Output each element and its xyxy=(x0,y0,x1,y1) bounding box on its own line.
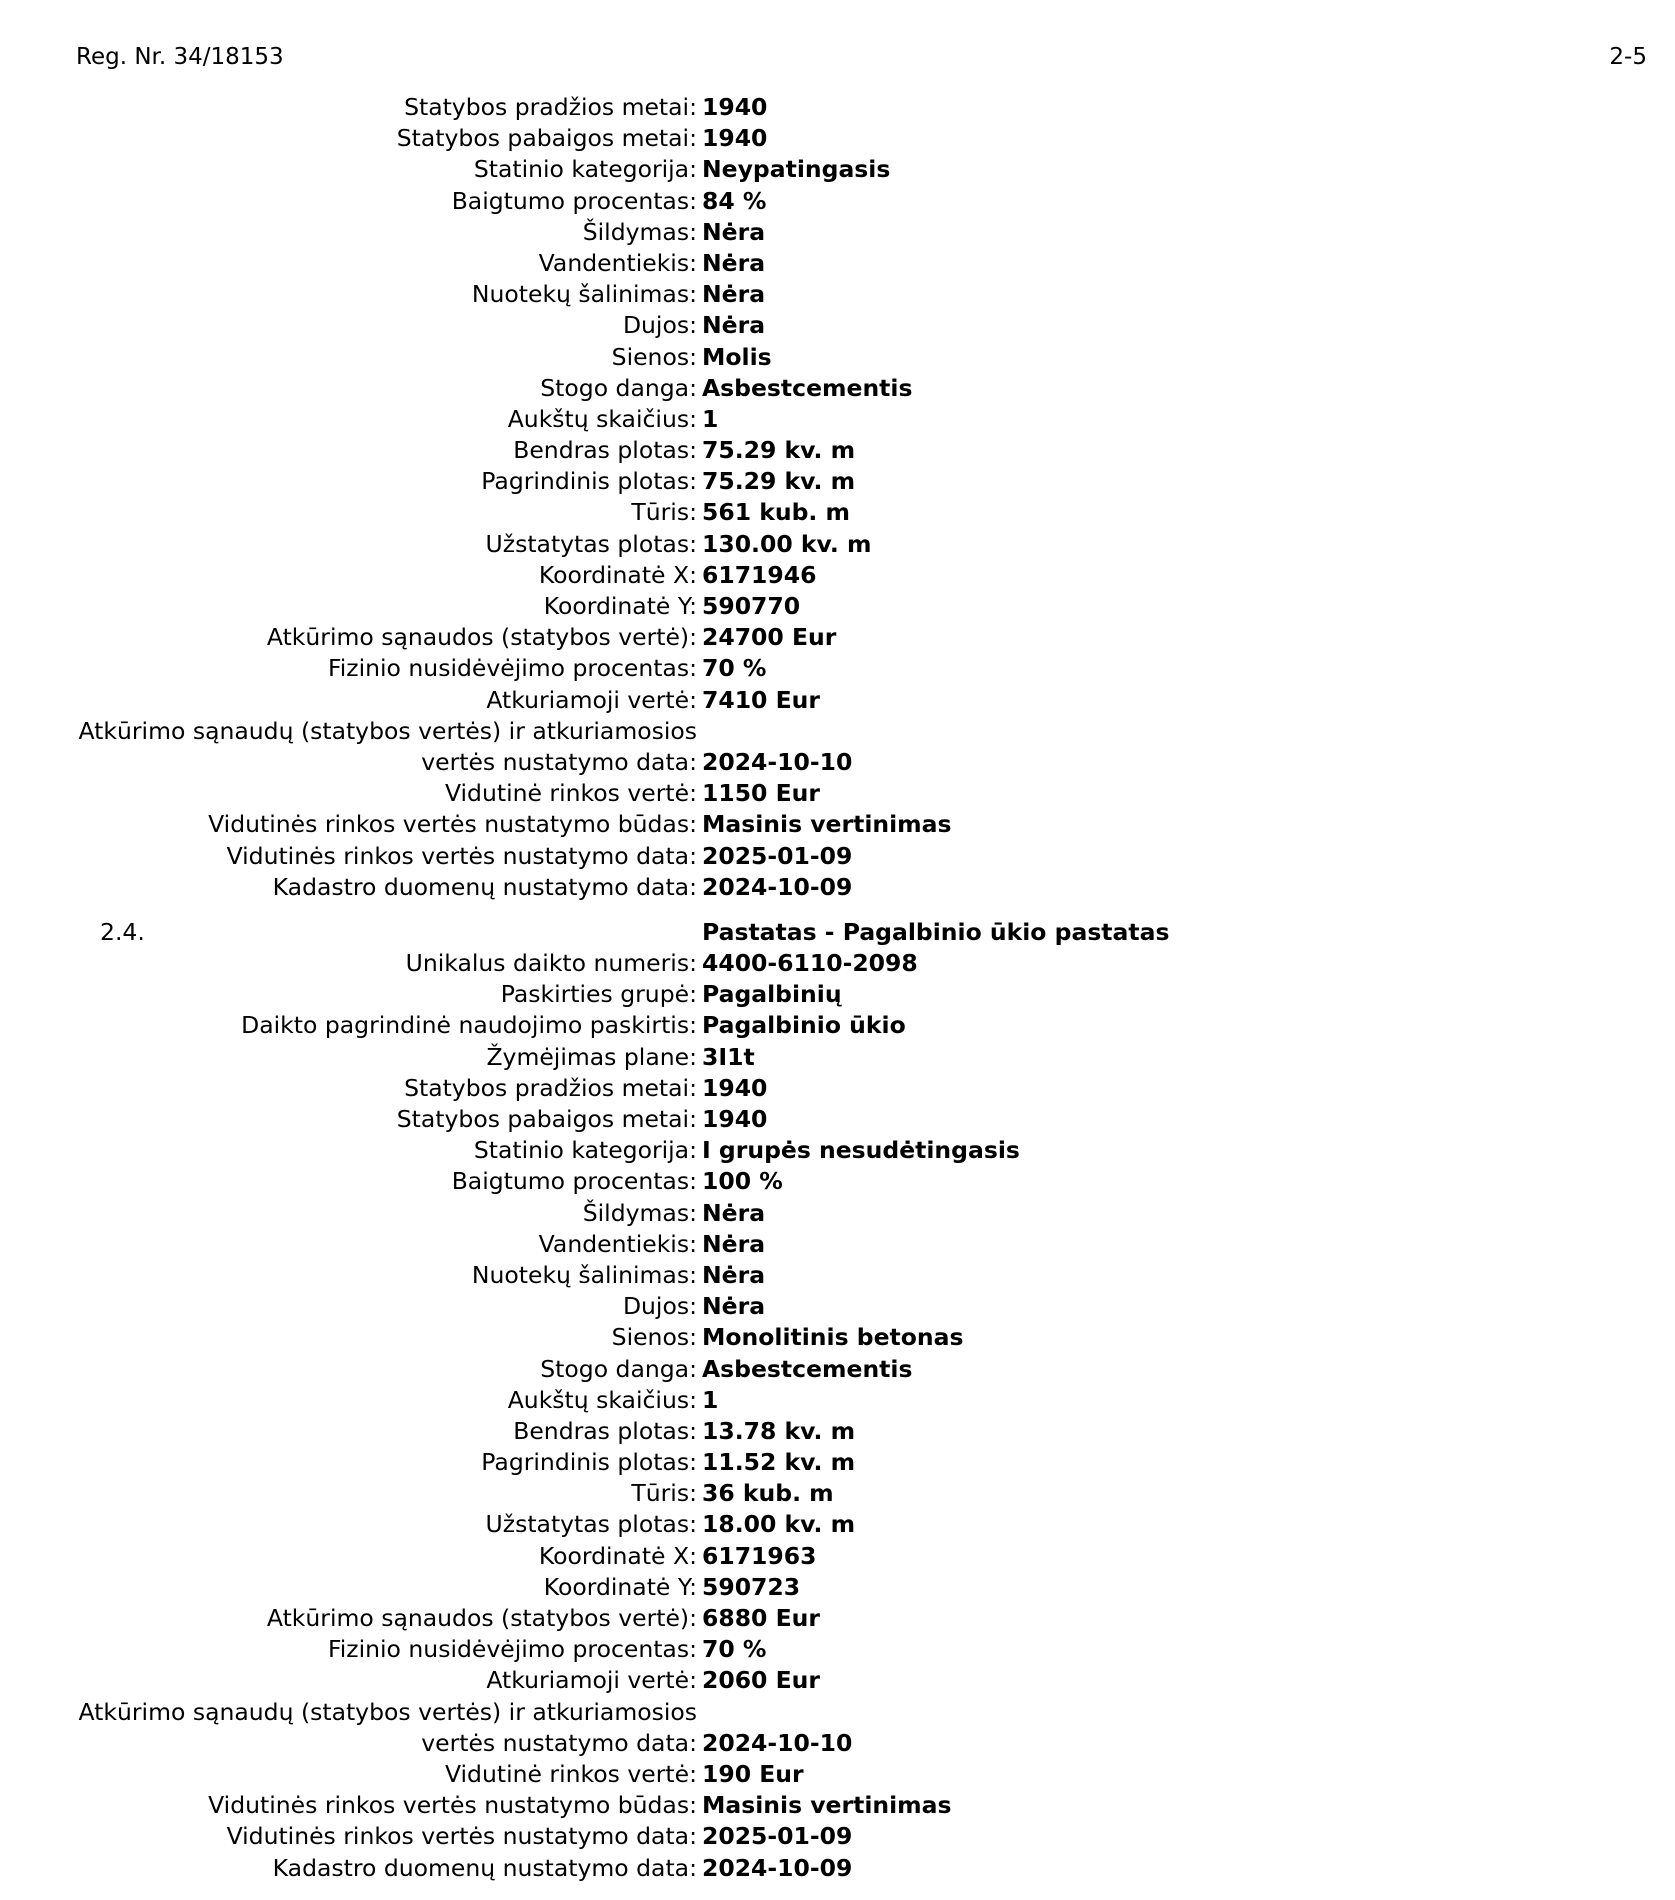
field-label: Bendras plotas: xyxy=(513,1416,697,1445)
field-label: Statybos pradžios metai: xyxy=(404,1073,697,1102)
field-row xyxy=(0,123,1675,154)
field-value: Masinis vertinimas xyxy=(702,810,952,839)
field-value: Nėra xyxy=(702,1260,766,1289)
field-value: Pagalbinių xyxy=(702,980,842,1009)
field-value: 6171963 xyxy=(702,1541,817,1570)
field-row xyxy=(0,1042,1675,1073)
field-label: Žymėjimas plane: xyxy=(486,1042,697,1071)
property-block-2-4 xyxy=(0,948,1675,1884)
field-label: Kadastro duomenų nustatymo data: xyxy=(272,1853,697,1882)
field-value: Pagalbinio ūkio xyxy=(702,1011,906,1040)
field-label: Fizinio nusidėvėjimo procentas: xyxy=(327,1635,697,1664)
field-value: 70 % xyxy=(702,654,767,683)
field-label: Vidutinė rinkos vertė: xyxy=(444,1759,697,1788)
field-value: 1940 xyxy=(702,1073,768,1102)
field-row xyxy=(0,1697,1675,1728)
field-value: 4400-6110-2098 xyxy=(702,949,918,978)
field-row xyxy=(0,716,1675,747)
field-label: Fizinio nusidėvėjimo procentas: xyxy=(327,654,697,683)
field-row xyxy=(0,841,1675,872)
field-value: 2024-10-09 xyxy=(702,1853,853,1882)
field-row xyxy=(0,1665,1675,1696)
field-label: Stogo danga: xyxy=(540,373,697,402)
field-row xyxy=(0,1416,1675,1447)
field-value: 1 xyxy=(702,404,719,433)
field-row xyxy=(0,1322,1675,1353)
field-value: 1940 xyxy=(702,93,768,121)
field-value: 2024-10-10 xyxy=(702,747,853,776)
field-value: 13.78 kv. m xyxy=(702,1416,856,1445)
field-label: Nuotekų šalinimas: xyxy=(471,280,697,309)
field-value: Nėra xyxy=(702,217,766,246)
field-value: Asbestcementis xyxy=(702,1354,913,1383)
field-label: Vidutinės rinkos vertės nustatymo būdas: xyxy=(208,1791,697,1820)
property-block-previous xyxy=(0,92,1675,903)
field-label: Užstatytas plotas: xyxy=(485,529,697,558)
field-value: I grupės nesudėtingasis xyxy=(702,1136,1020,1165)
registration-number: Reg. Nr. 34/18153 xyxy=(76,44,284,70)
field-row xyxy=(0,1291,1675,1322)
field-value: 100 % xyxy=(702,1167,783,1196)
field-value: 1 xyxy=(702,1385,719,1414)
field-label: Vidutinės rinkos vertės nustatymo data: xyxy=(226,841,697,870)
field-row xyxy=(0,1260,1675,1291)
field-row xyxy=(0,248,1675,279)
field-row xyxy=(0,373,1675,404)
field-value: 590723 xyxy=(702,1572,801,1601)
field-row xyxy=(0,310,1675,341)
field-row xyxy=(0,1821,1675,1852)
field-value: 190 Eur xyxy=(702,1759,804,1788)
field-row xyxy=(0,1728,1675,1759)
field-value: 2025-01-09 xyxy=(702,841,853,870)
field-value: Nėra xyxy=(702,311,766,340)
field-label: Tūris: xyxy=(631,498,697,527)
field-row xyxy=(0,747,1675,778)
field-label: Dujos: xyxy=(622,1292,697,1321)
field-value: 2060 Eur xyxy=(702,1666,820,1695)
field-row xyxy=(0,948,1675,979)
field-row xyxy=(0,1759,1675,1790)
section-heading xyxy=(0,917,1675,948)
field-value: 6171946 xyxy=(702,560,817,589)
field-row xyxy=(0,1229,1675,1260)
field-label: vertės nustatymo data: xyxy=(421,747,697,776)
field-label: Atkūrimo sąnaudos (statybos vertė): xyxy=(266,623,697,652)
field-label: Statybos pabaigos metai: xyxy=(396,1105,697,1133)
field-value: Nėra xyxy=(702,280,766,309)
field-row xyxy=(0,809,1675,840)
field-label: Atkuriamoji vertė: xyxy=(486,1666,697,1695)
field-row xyxy=(0,1634,1675,1665)
field-row xyxy=(0,622,1675,653)
field-value: 36 kub. m xyxy=(702,1479,834,1508)
field-label: Vidutinė rinkos vertė: xyxy=(444,779,697,808)
field-value: 7410 Eur xyxy=(702,685,820,714)
field-row xyxy=(0,404,1675,435)
field-label: Vandentiekis: xyxy=(538,1229,697,1258)
field-value: 75.29 kv. m xyxy=(702,467,856,496)
field-value: 24700 Eur xyxy=(702,623,837,652)
field-value: 130.00 kv. m xyxy=(702,529,872,558)
field-row xyxy=(0,778,1675,809)
section-number: 2.4. xyxy=(100,917,145,946)
field-label: Vidutinės rinkos vertės nustatymo būdas: xyxy=(208,810,697,839)
field-value: 561 kub. m xyxy=(702,498,851,527)
field-label: Nuotekų šalinimas: xyxy=(471,1260,697,1289)
page-number: 2-5 xyxy=(1609,44,1647,70)
field-label: Pagrindinis plotas: xyxy=(481,467,697,496)
field-label: Statinio kategorija: xyxy=(473,155,697,184)
field-label: Šildymas: xyxy=(582,1198,697,1227)
field-row xyxy=(0,186,1675,217)
field-row xyxy=(0,1572,1675,1603)
field-row xyxy=(0,342,1675,373)
field-row xyxy=(0,1104,1675,1135)
field-value: 2024-10-10 xyxy=(702,1728,853,1757)
field-label: Vidutinės rinkos vertės nustatymo data: xyxy=(226,1822,697,1851)
field-row xyxy=(0,217,1675,248)
field-row xyxy=(0,497,1675,528)
field-row xyxy=(0,1853,1675,1884)
field-value: Molis xyxy=(702,342,772,371)
field-row xyxy=(0,1354,1675,1385)
field-row xyxy=(0,1478,1675,1509)
field-value: Masinis vertinimas xyxy=(702,1791,952,1820)
field-row xyxy=(0,872,1675,903)
field-label: Daikto pagrindinė naudojimo paskirtis: xyxy=(241,1011,697,1040)
field-label: Aukštų skaičius: xyxy=(507,1385,697,1414)
field-label: vertės nustatymo data: xyxy=(421,1728,697,1757)
field-value: 2024-10-09 xyxy=(702,872,853,901)
field-label: Koordinatė Y: xyxy=(543,592,697,620)
field-label: Baigtumo procentas: xyxy=(451,186,697,215)
field-row xyxy=(0,1073,1675,1104)
field-row xyxy=(0,1198,1675,1229)
field-row xyxy=(0,979,1675,1010)
field-value: Monolitinis betonas xyxy=(702,1323,964,1352)
field-label: Dujos: xyxy=(622,311,697,340)
field-value: Nėra xyxy=(702,1229,766,1258)
field-label: Sienos: xyxy=(611,1323,697,1352)
field-row xyxy=(0,1790,1675,1821)
field-row xyxy=(0,1135,1675,1166)
field-label: Sienos: xyxy=(611,342,697,371)
field-row xyxy=(0,529,1675,560)
field-row xyxy=(0,560,1675,591)
field-row xyxy=(0,279,1675,310)
field-value: 1940 xyxy=(702,1105,768,1133)
field-value: Nėra xyxy=(702,248,766,277)
field-value: 590770 xyxy=(702,592,801,620)
field-value: Nėra xyxy=(702,1292,766,1321)
field-row xyxy=(0,1603,1675,1634)
field-value: Neypatingasis xyxy=(702,155,891,184)
field-row xyxy=(0,1166,1675,1197)
field-value: 1150 Eur xyxy=(702,779,820,808)
field-value: 84 % xyxy=(702,186,767,215)
field-row xyxy=(0,653,1675,684)
field-row xyxy=(0,1010,1675,1041)
field-value: Nėra xyxy=(702,1198,766,1227)
field-value: 2025-01-09 xyxy=(702,1822,853,1851)
field-row xyxy=(0,1385,1675,1416)
field-value: 6880 Eur xyxy=(702,1604,820,1632)
field-value: 11.52 kv. m xyxy=(702,1448,856,1477)
field-row xyxy=(0,435,1675,466)
field-label: Statybos pabaigos metai: xyxy=(396,124,697,153)
field-label: Šildymas: xyxy=(582,217,697,246)
field-label: Koordinatė X: xyxy=(538,1541,697,1570)
field-value: 1940 xyxy=(702,124,768,153)
field-label: Unikalus daikto numeris: xyxy=(405,949,697,978)
field-label: Atkuriamoji vertė: xyxy=(486,685,697,714)
field-label: Statybos pradžios metai: xyxy=(404,93,697,121)
field-label: Atkūrimo sąnaudų (statybos vertės) ir atkuriamosios xyxy=(78,716,697,745)
field-row xyxy=(0,466,1675,497)
field-label: Bendras plotas: xyxy=(513,436,697,465)
field-value: 70 % xyxy=(702,1635,767,1664)
field-row xyxy=(0,1447,1675,1478)
field-label: Paskirties grupė: xyxy=(500,980,697,1009)
field-label: Tūris: xyxy=(631,1479,697,1508)
field-label: Baigtumo procentas: xyxy=(451,1167,697,1196)
field-label: Vandentiekis: xyxy=(538,248,697,277)
field-value: 18.00 kv. m xyxy=(702,1510,856,1539)
field-row xyxy=(0,591,1675,622)
document-body xyxy=(0,92,1675,1884)
field-row xyxy=(0,92,1675,123)
field-row xyxy=(0,154,1675,185)
field-label: Pagrindinis plotas: xyxy=(481,1448,697,1477)
section-gap xyxy=(0,903,1675,917)
field-label: Stogo danga: xyxy=(540,1354,697,1383)
field-row xyxy=(0,685,1675,716)
field-label: Kadastro duomenų nustatymo data: xyxy=(272,872,697,901)
field-label: Koordinatė X: xyxy=(538,560,697,589)
field-label: Užstatytas plotas: xyxy=(485,1510,697,1539)
field-label: Atkūrimo sąnaudų (statybos vertės) ir atkuriamosios xyxy=(78,1697,697,1726)
field-value: Asbestcementis xyxy=(702,373,913,402)
field-label: Atkūrimo sąnaudos (statybos vertė): xyxy=(266,1604,697,1632)
field-label: Statinio kategorija: xyxy=(473,1136,697,1165)
field-label: Aukštų skaičius: xyxy=(507,404,697,433)
section-title: Pastatas - Pagalbinio ūkio pastatas xyxy=(702,917,1170,946)
field-label: Koordinatė Y: xyxy=(543,1572,697,1601)
field-value: 75.29 kv. m xyxy=(702,436,856,465)
page-header xyxy=(76,44,1647,76)
field-row xyxy=(0,1509,1675,1540)
field-value: 3I1t xyxy=(702,1042,755,1071)
field-row xyxy=(0,1541,1675,1572)
